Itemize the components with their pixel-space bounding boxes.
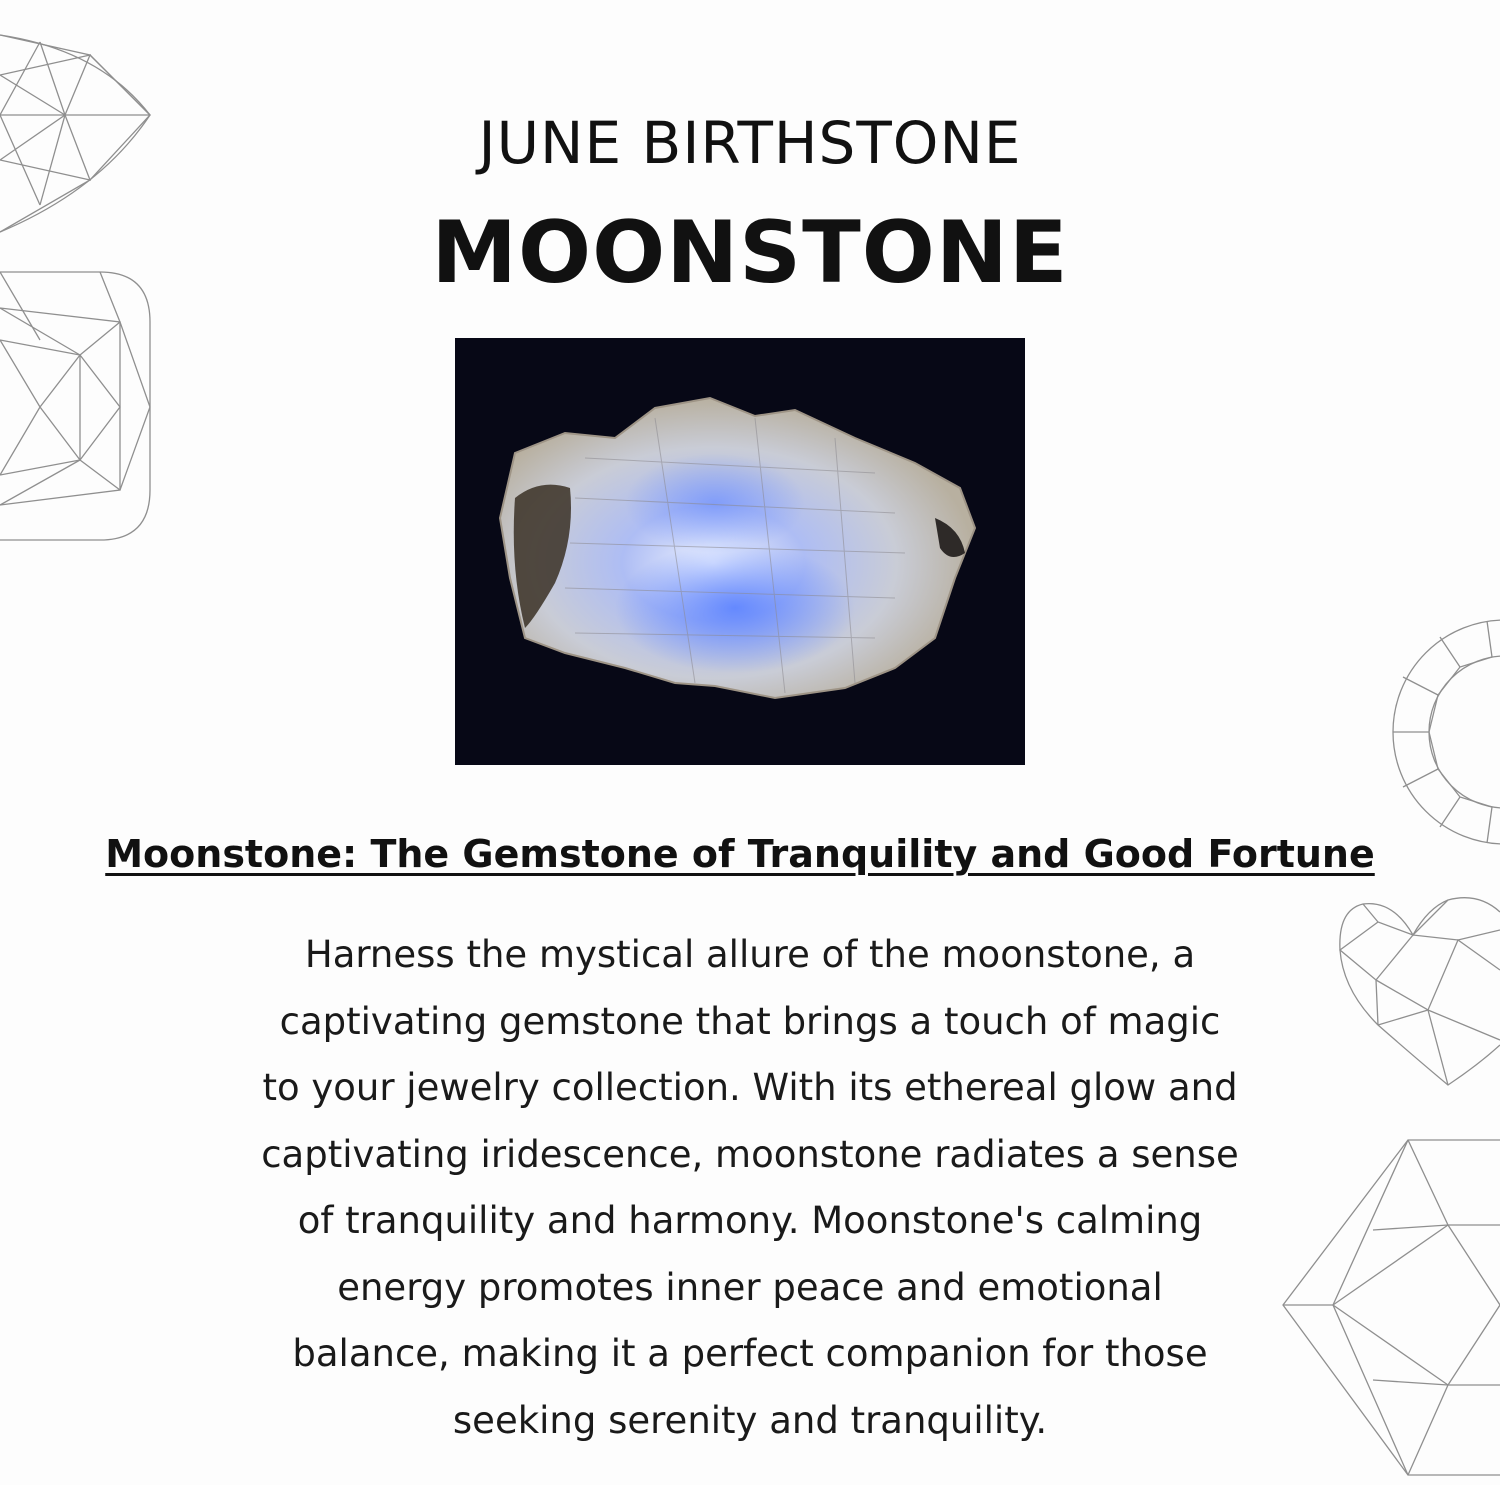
description-paragraph	[190, 922, 1310, 1454]
description-line: captivating iridescence, moonstone radiates a sense	[261, 1132, 1239, 1176]
moonstone-photo	[455, 338, 1025, 765]
birthstone-month-label: JUNE BIRTHSTONE	[478, 109, 1022, 177]
section-heading-text: Moonstone: The Gemstone of Tranquility and Good Fortune	[105, 832, 1375, 876]
heart-gem-outline-icon	[1338, 890, 1500, 1090]
round-gem-outline-icon	[1370, 615, 1500, 850]
page-title: MOONSTONE	[431, 203, 1069, 303]
description-line: of tranquility and harmony. Moonstone's calming	[297, 1199, 1203, 1242]
octagon-gem-outline-icon	[1278, 1135, 1500, 1485]
description-line: captivating gemstone that brings a touch of magic	[279, 999, 1221, 1043]
description-line: seeking serenity and tranquility.	[452, 1398, 1048, 1442]
description-line: to your jewelry collection. With its ethereal glow and	[262, 1066, 1238, 1109]
section-heading	[0, 828, 1480, 880]
description-line: energy promotes inner peace and emotional	[337, 1265, 1163, 1309]
description-line: Harness the mystical allure of the moonstone, a	[304, 933, 1196, 976]
moonstone-rock-icon	[455, 338, 1025, 765]
cushion-gem-outline-icon	[0, 270, 155, 545]
description-line: balance, making it a perfect companion for those	[292, 1332, 1208, 1375]
